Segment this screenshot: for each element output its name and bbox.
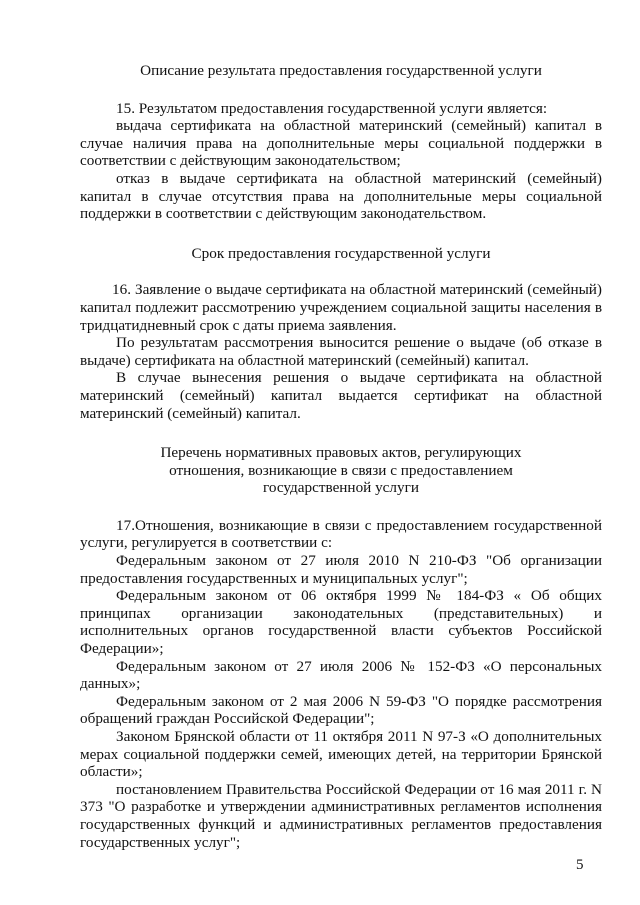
act-item-97-z: Законом Брянской области от 11 октября 2011 N 97-З «О дополнительных мерах социальной поддержки семей, имеющих детей, на территории Брянской области»; (80, 728, 602, 781)
section-heading-acts-line-3: государственной услуги (263, 479, 419, 497)
paragraph-16-decision: По результатам рассмотрения выносится решение о выдаче (об отказе в выдаче) сертификата на областной материнский (семейный) капитал. (80, 334, 602, 369)
paragraph-17: 17.Отношения, возникающие в связи с предоставлением государственной услуги, регулируется в соответствии с: (80, 516, 602, 552)
section-heading-acts-line-2: отношения, возникающие в связи с предоставлением (169, 461, 513, 479)
paragraph-15: 15. Результатом предоставления государственной услуги является: (116, 99, 548, 117)
paragraph-16-certificate: В случае вынесения решения о выдаче сертификата на областной материнский (семейный) капитал выдается сертификат на областной материнский (семейный) капитал. (80, 369, 602, 422)
page-number: 5 (576, 857, 584, 873)
section-heading-term: Срок предоставления государственной услуги (191, 244, 491, 262)
act-item-184-fz: Федеральным законом от 06 октября 1999 № 184-ФЗ « Об общих принципах организации законодательных (представительных) и исполнительных органов государственной власти субъектов Российской Федерации»; (80, 587, 602, 658)
act-item-210-fz: Федеральным законом от 27 июля 2010 N 210-ФЗ "Об организации предоставления государственных и муниципальных услуг"; (80, 552, 602, 587)
act-item-373: постановлением Правительства Российской Федерации от 16 мая 2011 г. N 373 "О разработке и утверждении административных регламентов исполнения государственных функций и административных регламентов предоставления государственных услуг"; (80, 780, 602, 851)
section-heading-result: Описание результата предоставления государственной услуги (140, 62, 542, 79)
paragraph-15-issue: выдача сертификата на областной материнский (семейный) капитал в случае наличия права на дополнительные меры социальной поддержки в соответствии с действующим законодательством; (80, 117, 602, 170)
paragraph-16: 16. Заявление о выдаче сертификата на областной материнский (семейный) капитал подлежит рассмотрению учреждением социальной защиты населения в тридцатидневный срок с даты приема заявления. (80, 281, 602, 334)
act-item-152-fz: Федеральным законом от 27 июля 2006 № 152-ФЗ «О персональных данных»; (80, 657, 602, 693)
section-heading-acts-line-1: Перечень нормативных правовых актов, регулирующих (160, 444, 522, 462)
act-item-59-fz: Федеральным законом от 2 мая 2006 N 59-ФЗ "О порядке рассмотрения обращений граждан Российской Федерации"; (80, 692, 602, 728)
section-heading-acts (80, 444, 602, 497)
document-page (80, 62, 602, 851)
paragraph-15-refusal: отказ в выдаче сертификата на областной материнский (семейный) капитал в случае отсутствия права на дополнительные меры социальной поддержки в соответствии с действующим законодательством. (80, 169, 602, 223)
